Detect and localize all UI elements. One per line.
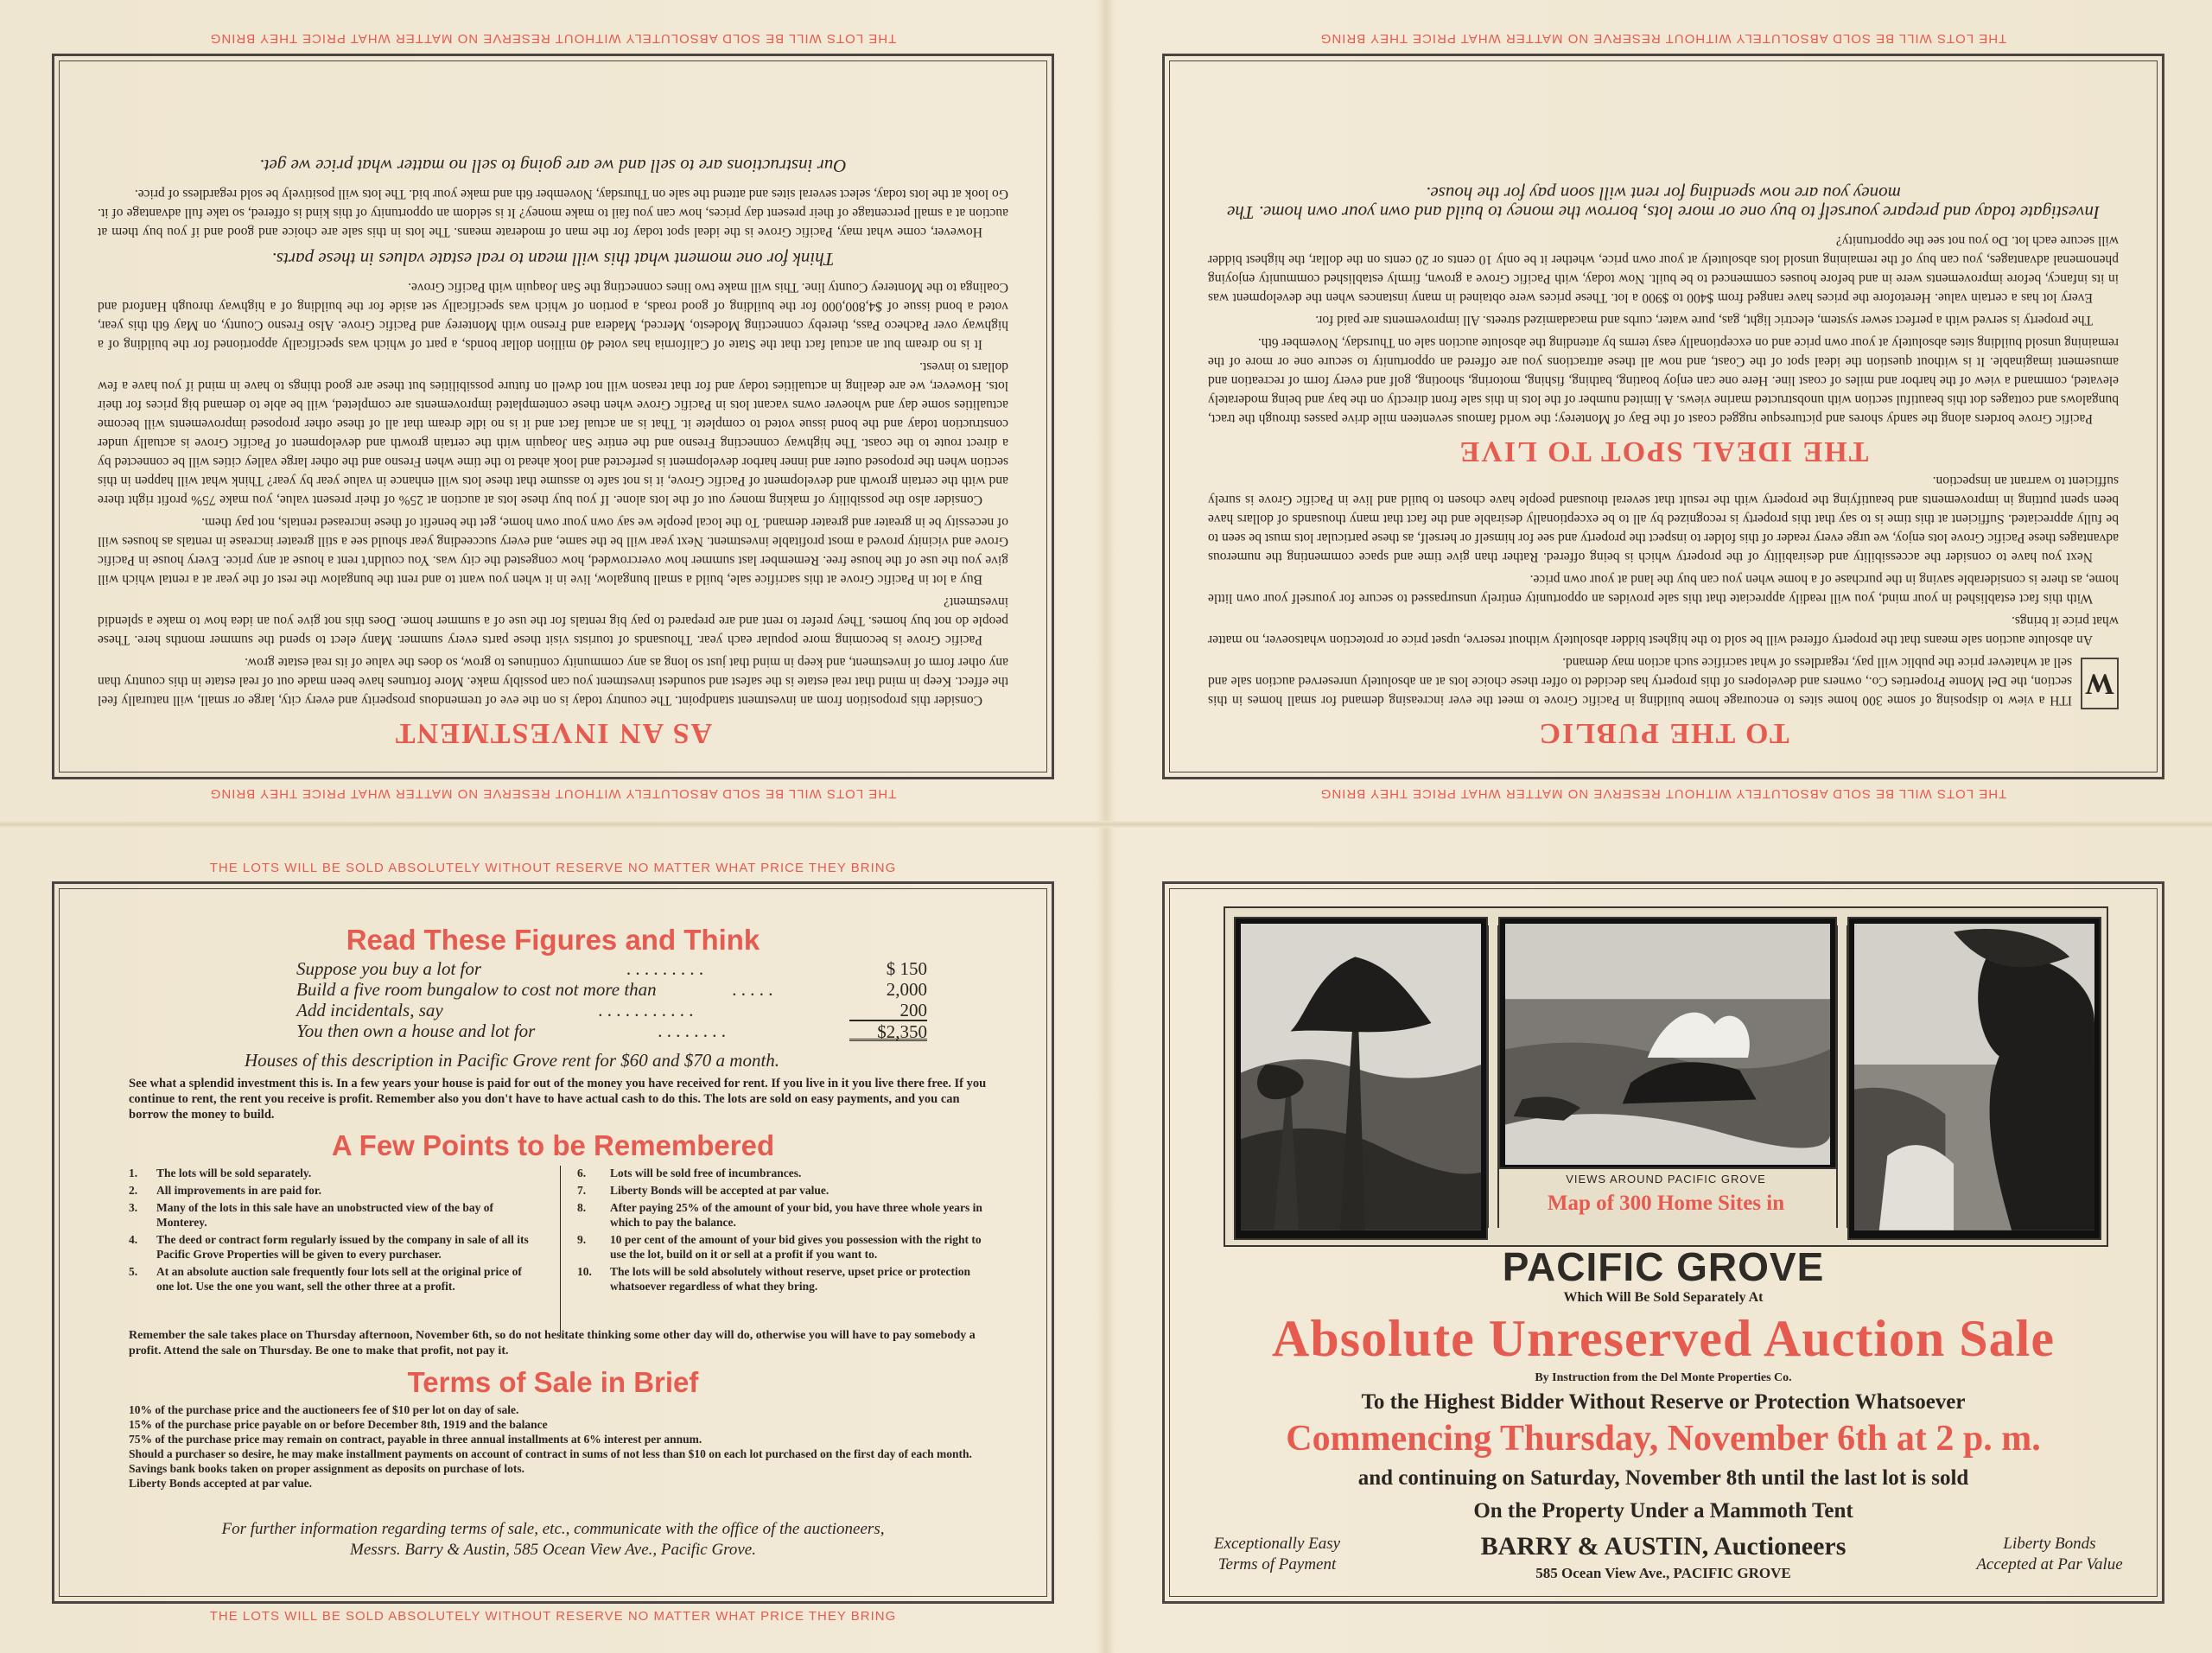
point-number: 2. [129, 1184, 138, 1197]
to-the-public-panel [1162, 54, 2164, 779]
point-number: 6. [577, 1167, 587, 1179]
ornamental-initial-icon: W [2081, 658, 2119, 709]
point-item [129, 1200, 539, 1230]
point-item [129, 1183, 539, 1198]
top-banner-left: THE LOTS WILL BE SOLD ABSOLUTELY WITHOUT RESERVE NO MATTER WHAT PRICE THEY BRING [209, 31, 897, 46]
note-line: Accepted at Par Value [1976, 1555, 2123, 1574]
point-number: 8. [577, 1201, 587, 1214]
point-item [129, 1166, 539, 1180]
paragraph: However, come what may, Pacific Grove is the ideal spot today for the man of moderate means. The lots in this sale are choice and good and if you buy them at auction at a small percentage of their present day prices, how can you fail to make money? It is seldom an opportunity of this kind is offered, so take full advantage of it. Go look at the lots today, select several sites and attend the sale on Thursday, November 6th and make your bid. The lots will positively be sold regardless of price. [98, 187, 1008, 239]
paragraph: Consider this proposition from an investment standpoint. The country today is on the eve of tremendous prosperity and every city, large or small, will naturally feel the effect. Keep in mind that real estate is the safest and soundest investment you can possibly make. More fortunes have been made out of real estate in this country than any other form of investment, and keep in mind that just so long as any community continues to grow, so does the value of its real estate grow. [98, 655, 1008, 708]
note-line: Exceptionally Easy [1213, 1535, 1341, 1553]
banner-top-bottom-left: THE LOTS WILL BE SOLD ABSOLUTELY WITHOUT RESERVE NO MATTER WHAT PRICE THEY BRING [209, 861, 897, 875]
point-item [129, 1264, 539, 1294]
term-item: 10% of the purchase price and the auctioneers fee of $10 per lot on day of sale. [129, 1403, 519, 1416]
point-number: 5. [129, 1265, 138, 1278]
figure-row [296, 979, 927, 1000]
auctioneers-name: BARRY & AUSTIN, Auctioneers [1480, 1532, 1847, 1561]
investment-para: See what a splendid investment this is. In a few years your house is paid for out of the money you have received for rent. If you live in it you live there free. If you continue to rent, the rent you receive is profit. Remember also you don't have to have actual cash to do this. The lots are sold on easy payments, and you can borrow the money to build. [129, 1077, 987, 1122]
point-text: Liberty Bonds will be accepted at par value. [610, 1184, 830, 1197]
points-list-right [577, 1166, 992, 1296]
point-number: 9. [577, 1233, 587, 1246]
paragraph: The property is served with a perfect sewer system, electric light, gas, pure water, curbs and macadamized streets. All improvements are paid for. [1315, 313, 2093, 327]
auction-headline: Absolute Unreserved Auction Sale [1272, 1310, 2055, 1367]
note-line: Terms of Payment [1217, 1555, 1337, 1574]
top-banner-right: THE LOTS WILL BE SOLD ABSOLUTELY WITHOUT RESERVE NO MATTER WHAT PRICE THEY BRING [1319, 31, 2007, 46]
auctioneers-address: 585 Ocean View Ave., PACIFIC GROVE [1535, 1565, 1791, 1581]
figure-row [296, 958, 927, 979]
term-item: 75% of the purchase price may remain on contract, payable in three annual installments at 6% interest per annum. [129, 1433, 702, 1446]
section-title: TO THE PUBLIC [1537, 717, 1789, 749]
views-caption: VIEWS AROUND PACIFIC GROVE [1566, 1173, 1766, 1186]
banner-bottom-bottom-left: THE LOTS WILL BE SOLD ABSOLUTELY WITHOUT RESERVE NO MATTER WHAT PRICE THEY BRING [209, 1609, 897, 1624]
commencing-line: Commencing Thursday, November 6th at 2 p. m. [1286, 1419, 2041, 1459]
term-item: Savings bank books taken on proper assignment as deposits on purchase of lots. [129, 1462, 524, 1475]
figure-label: Add incidentals, say [296, 1000, 443, 1020]
continuing-line: and continuing on Saturday, November 8th until the last lot is sold [1357, 1466, 1969, 1490]
points-list-left [129, 1166, 539, 1296]
terms-list [129, 1402, 1001, 1491]
point-number: 10. [577, 1265, 592, 1278]
sold-separately-line: Which Will Be Sold Separately At [1563, 1290, 1764, 1305]
section-title: THE IDEAL SPOT TO LIVE [1458, 436, 1869, 467]
figures-table [296, 958, 927, 1041]
column-divider [560, 1166, 561, 1337]
paragraph: An absolute auction sale means that the property offered will be sold to the highest bidder absolutely without reserve, upset price or protection whatsoever, no matter what price it brings. [1208, 614, 2119, 647]
cypress-cove-photo [1234, 917, 1488, 1240]
read-figures-title: Read These Figures and Think [346, 924, 760, 956]
dot-leader: . . . . . . . . . . . [598, 1000, 694, 1020]
map-line: Map of 300 Home Sites in [1547, 1192, 1785, 1215]
point-number: 4. [129, 1233, 138, 1246]
point-number: 7. [577, 1184, 587, 1197]
investment-body [98, 82, 1008, 749]
point-text: Lots will be sold free of incumbrances. [610, 1167, 802, 1179]
footer-line-2: Messrs. Barry & Austin, 585 Ocean View Ave., Pacific Grove. [350, 1541, 756, 1559]
points-title: A Few Points to be Remembered [331, 1129, 775, 1161]
liberty-bonds-note [1972, 1534, 2127, 1575]
paragraph: With this fact established in your mind, you will readily appreciate that this sale provides an opportunity entirely unsurpassed to secure for yourself your own little home, as there is considerable saving in the purchase of a home when you can buy the land at your own price. [1208, 572, 2119, 606]
point-item [577, 1166, 992, 1180]
bottom-banner-right-top: THE LOTS WILL BE SOLD ABSOLUTELY WITHOUT RESERVE NO MATTER WHAT PRICE THEY BRING [1319, 786, 2007, 801]
term-item: Liberty Bonds accepted at par value. [129, 1477, 312, 1490]
italic-callout: Think for one moment what this will mean to real estate values in these parts. [271, 249, 835, 270]
point-item [577, 1232, 992, 1262]
surf-rocks-image [1505, 924, 1830, 1165]
italic-callout: Our instructions are to sell and we are going to sell no matter what price we get. [259, 156, 847, 176]
place-name: PACIFIC GROVE [1502, 1244, 1825, 1289]
figure-amount: $ 150 [886, 958, 927, 979]
intro-with-initial [1208, 649, 2119, 709]
point-number: 3. [129, 1201, 138, 1214]
rent-line: Houses of this description in Pacific Grove rent for $60 and $70 a month. [245, 1050, 780, 1071]
figure-label: You then own a house and lot for [296, 1020, 536, 1041]
point-item [577, 1264, 992, 1294]
paragraph: Pacific Grove is becoming more popular each year. Thousands of tourists visit these parts every summer. Many elect to spend the summer months here. These people do not buy homes. They prefer to rent and are prepared to pay big rentals for the use of a summer home. Does this not give you an idea how to make a splendid investment? [98, 594, 1008, 647]
terms-title: Terms of Sale in Brief [407, 1366, 699, 1398]
footer-line-1: For further information regarding terms of sale, etc., communicate with the office of the auctioneers, [221, 1520, 885, 1538]
point-text: All improvements in are paid for. [156, 1184, 322, 1197]
instruction-line: By Instruction from the Del Monte Properties Co. [1535, 1371, 1792, 1384]
dot-leader: . . . . . . . . [658, 1020, 727, 1041]
term-item: Should a purchaser so desire, he may make installment payments on account of contract in sums of not less than $10 on each lot purchased on the first day of each month. [129, 1447, 972, 1460]
auction-cover-panel [1162, 881, 2164, 1604]
point-text: Many of the lots in this sale have an unobstructed view of the bay of Monterey. [156, 1201, 494, 1229]
coastal-cypress-photo [1847, 917, 2101, 1240]
figures-panel [52, 881, 1054, 1604]
remember-para: Remember the sale takes place on Thursday afternoon, November 6th, so do not hesitate thinking some other day will do, otherwise you will have to pay somebody a profit. Attend the sale on Thursday. Be one to make that profit, not pay it. [129, 1329, 976, 1357]
figure-amount: 2,000 [886, 979, 927, 1000]
paragraph: Consider also the possibility of making money out of the lots alone. If you buy these lots at auction at 25% of their present value, you make 75% profit right there and with the certain growth and development of Pacific Grove, it is not safe to assume that these lots will enhance in value year by year? Think what will happen in this section when the proposed outer and inner harbor development is perfected and look ahead to the time when Fresno and the other large valley cities will be connected by a direct route to the coast. The highway connecting Fresno and the entire San Joaquin with the certain growth and development of Pacific Grove is actually under construction today and the bond issue voted to complete it. That is an actual fact and it is no idle dream that all of these other proposed improvements will become actualities some day and whoever owns vacant lots in Pacific Grove when these contemplated improvements are completed, will be able to demand big prices for their lots. However, we are dealing in actualities today and for that reason will not dwell on future possibilities but these are good things to have in mind if you have a few dollars to invest. [98, 359, 1008, 507]
paragraph: Pacific Grove borders along the sandy shores and picturesque rugged coast of the Bay of Monterey; the world famous seventeen mile drive passes through the tract, bungalows and cottages dot this beautiful section with unobstructed marine views. A limited number of the lots in this sale front directly on the bay and being moderately elevated, command a view of the harbor and miles of coast line. Here one can enjoy boating, bathing, fishing, motoring, shooting, golf and every form of recreation and amusement imaginable. It is without question the ideal spot of the Coast, and now all these attractions you are offered an opportunity to secure one or more of the remaining unsold building sites absolutely at your own price and on exceptionally easy terms by attending the absolute auction sale on Thursday, November 6th. [1208, 335, 2119, 426]
point-item [577, 1183, 992, 1198]
figure-total-amount: $2,350 [849, 1020, 927, 1041]
point-item [577, 1200, 992, 1230]
dot-leader: . . . . . . . . . [626, 958, 704, 979]
figure-amount: 200 [849, 1000, 927, 1020]
point-text: At an absolute auction sale frequently four lots sell at the original price of one lot. Use the one you want, sell the other three at a profit. [156, 1265, 522, 1293]
point-text: The lots will be sold absolutely without reserve, upset price or protection whatsoever regardless of what they bring. [610, 1265, 970, 1293]
section-title: AS AN INVESTMENT [393, 717, 713, 749]
point-text: 10 per cent of the amount of your bid gives you possession with the right to use the lot, build on it or sell at a profit if you want to. [610, 1233, 982, 1261]
figure-total-row [296, 1020, 927, 1041]
point-text: The deed or contract form regularly issued by the company in sale of all its Pacific Grove Properties will be given to every purchaser. [156, 1233, 529, 1261]
bidder-line: To the Highest Bidder Without Reserve or Protection Whatsoever [1361, 1390, 1966, 1414]
paragraph: Next you have to consider the accessibility and desirability of the property which is being offered. Rather than give time and space commenting the numerous advantages these Pacific Grove lots enjoy, we urge every reader of this folder to inspect the property and see for himself or herself, as these particular lots must be seen to be fully appreciated. Sufficient at this time is to say that this property is recognized by all to be exceptionally desirable and the fact that many thousands of dollars have been spent putting in improvements and beautifying the property with the result that several thousand people have chosen to build and live in Pacific Grove is surely sufficient to warrant an inspection. [1208, 474, 2119, 564]
paragraph: ITH a view to disposing of some 300 home sites to encourage home building in Pacific Grove to meet the ever increasing demand for small homes in this section, the Del Monte Properties Co., owners and developers of this property has decided to offer these choice lots at an absolutely unreserved auction sale and sell at whatever price the public will pay, regardless of what sacrifice such action may demand. [1208, 655, 2072, 708]
point-text: The lots will be sold separately. [156, 1167, 312, 1179]
public-body [1208, 82, 2119, 749]
point-text: After paying 25% of the amount of your bid, you have three whole years in which to pay the balance. [610, 1201, 982, 1229]
bottom-banner-left-top: THE LOTS WILL BE SOLD ABSOLUTELY WITHOUT RESERVE NO MATTER WHAT PRICE THEY BRING [209, 786, 897, 801]
surf-rocks-photo [1498, 917, 1837, 1169]
italic-callout: Investigate today and prepare yourself to buy one or more lots, borrow the money to build and own your own home. The money you are now spending for rent will soon pay for the house. [1226, 183, 2101, 223]
point-item [129, 1232, 539, 1262]
cypress-cove-image [1241, 924, 1481, 1230]
term-item: 15% of the purchase price payable on or before December 8th, 1919 and the balance [129, 1418, 548, 1431]
tent-line: On the Property Under a Mammoth Tent [1473, 1499, 1853, 1523]
figure-row [296, 1000, 927, 1020]
coastal-cypress-image [1854, 924, 2094, 1230]
figure-label: Build a five room bungalow to cost not more than [296, 979, 657, 1000]
as-an-investment-panel [52, 54, 1054, 779]
ornament-left-icon [1487, 925, 1499, 1228]
paragraph: Buy a lot in Pacific Grove at this sacrifice sale, build a small bungalow, live in it when you want to and rent the bungalow the rest of the year at a rental which will give you the use of the house free. Remember last summer how overcrowded, how congested the city was. You couldn't rent a house at any price. Every house in Pacific Grove and vicinity proved a most profitable investment. Next year will be the same, and every succeeding year should see a still greater increase in rentals as houses will of necessity be in greater and greater demand. To the local people we say own your own home, get the benefit of these increased rentals, not pay them. [98, 515, 1008, 587]
figure-label: Suppose you buy a lot for [296, 958, 482, 979]
paragraph: It is no dream but an actual fact that the State of California has voted 40 million dollar bonds, a part of which was specifically apportioned for the building of a highway over Pacheco Pass, thereby connecting Modesto, Merced, Madera and Fresno with Monterey and Pacific Grove. Also Fresno County, on May 6th this year, voted a bond issue of $4,800,000 for the building of good roads, a portion of which was specifically set aside for the building of a highway through Hanford and Coalinga to the Monterey County line. This will make two lines connecting the San Joaquin with Pacific Grove. [98, 280, 1008, 352]
paragraph: Every lot has a certain value. Heretofore the prices have ranged from $400 to $900 a lot. These prices were obtained in many instances when the development was in its infancy, before improvements were in and before houses commenced to be built. Now today, with Pacific Grove a grown, firmly established community enjoying phenomenal advantages, you can buy of the remaining unsold lots absolutely at your own price, whether it be only 10 cents or 20 cents on the dollar, the highest bidder will secure each lot. Do you not see the opportunity? [1208, 233, 2119, 305]
point-number: 1. [129, 1167, 138, 1179]
note-line: Liberty Bonds [2003, 1535, 2096, 1553]
photo-strip [1224, 906, 2108, 1247]
dot-leader: . . . . . [732, 979, 773, 1000]
horizontal-fold [0, 821, 2212, 828]
ornament-right-icon [1836, 925, 1848, 1228]
